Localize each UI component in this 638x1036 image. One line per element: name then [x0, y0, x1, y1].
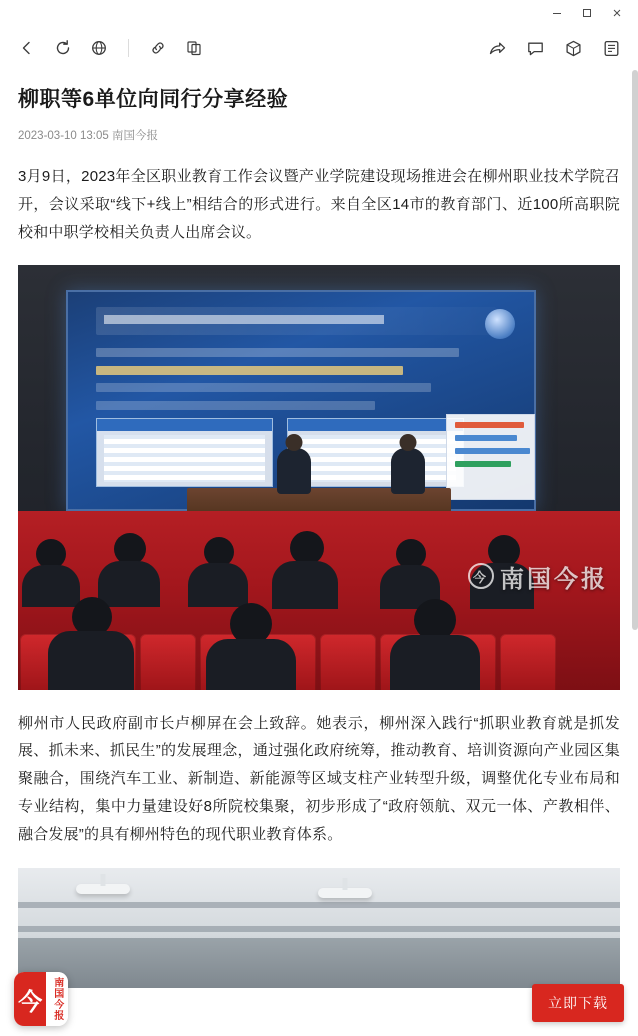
attendee-head — [290, 531, 324, 565]
comment-icon[interactable] — [524, 37, 546, 59]
callout-line-3 — [455, 448, 529, 454]
download-button[interactable]: 立即下载 — [532, 984, 624, 1022]
publish-date: 2023-03-10 13:05 — [18, 130, 109, 143]
workshop-photo[interactable] — [18, 868, 620, 988]
slide-logo-icon — [485, 309, 515, 339]
link-icon[interactable] — [147, 37, 169, 59]
attendee-shoulder — [272, 561, 338, 609]
attendee-shoulder — [98, 561, 160, 607]
app-logo-side: 南国今报 — [46, 972, 68, 1026]
minimize-button[interactable] — [542, 1, 572, 25]
scrollbar-thumb[interactable] — [632, 70, 638, 630]
title-bar — [0, 0, 638, 26]
report-icon[interactable] — [600, 37, 622, 59]
ceiling-beam — [18, 926, 620, 932]
callout-line-4 — [455, 461, 510, 467]
slide-table-right-rows — [295, 435, 456, 482]
slide-line-2 — [96, 366, 403, 375]
globe-icon[interactable] — [88, 37, 110, 59]
attendee-shoulder — [22, 565, 80, 607]
conference-photo[interactable] — [18, 265, 620, 690]
slide-callout — [446, 414, 534, 501]
page-title: 柳职等6单位向同行分享经验 — [18, 88, 289, 111]
toolbar-divider — [128, 39, 129, 57]
attendee-shoulder — [48, 631, 134, 690]
share-icon[interactable] — [486, 37, 508, 59]
refresh-icon[interactable] — [52, 37, 74, 59]
attendee-shoulder — [390, 635, 480, 690]
close-button[interactable] — [602, 1, 632, 25]
slide-table-left-rows — [104, 435, 265, 482]
maximize-button[interactable] — [572, 1, 602, 25]
toolbar-right-group — [486, 37, 622, 59]
seat — [320, 634, 376, 690]
article-content[interactable] — [0, 70, 638, 1036]
slide-title-bar — [96, 307, 496, 335]
slide-table-right — [287, 418, 464, 487]
speaker-2 — [391, 448, 425, 494]
workshop-wall — [18, 938, 620, 988]
app-logo-main: 今 — [14, 972, 46, 1026]
toolbar — [0, 26, 638, 70]
app-logo-badge[interactable] — [14, 972, 68, 1026]
publish-source: 南国今报 — [112, 130, 159, 143]
back-icon[interactable] — [16, 37, 38, 59]
slide-line-4 — [96, 401, 375, 410]
attendee-shoulder — [188, 563, 248, 607]
speaker-1 — [277, 448, 311, 494]
callout-line-2 — [455, 435, 517, 441]
ceiling-beam — [18, 902, 620, 908]
slide-line-3 — [96, 383, 431, 392]
slide-line-1 — [96, 348, 459, 357]
slide-table-left — [96, 418, 273, 487]
ceiling-fan-icon — [76, 884, 130, 894]
copy-page-icon[interactable] — [183, 37, 205, 59]
watermark-text: 南国今报 — [500, 565, 608, 593]
seat — [500, 634, 556, 690]
article-meta — [18, 127, 620, 143]
paragraph-2: 柳州市人民政府副市长卢柳屏在会上致辞。她表示，柳州深入践行“抓职业教育就是抓发展、抓未来、抓民生”的发展理念，通过强化政府统筹，推动教育、培训资源向产业园区集聚融合，围绕汽车工业、新制造、新能源等区域支柱产业转型升级，调整优化专业布局和专业结构，集中力量建设好8所院校集聚，初步形成了“政府领航、双元一体、产教相伴、融合发展”的具有柳州特色的现代职业教育体系。 — [18, 714, 620, 843]
box-icon[interactable] — [562, 37, 584, 59]
callout-line-1 — [455, 422, 524, 428]
toolbar-left-group — [16, 37, 205, 59]
seat — [140, 634, 196, 690]
attendee-shoulder — [206, 639, 296, 690]
paragraph-1: 3月9日，2023年全区职业教育工作会议暨产业学院建设现场推进会在柳州职业技术学院召开，会议采取“线下+线上”相结合的形式进行。来自全区14市的教育部门、近100所高职院校和中职学校相关负责人出席会议。 — [18, 168, 620, 241]
audience-area — [18, 511, 620, 690]
photo-watermark — [468, 559, 608, 594]
watermark-logo-icon: 今 — [468, 563, 494, 589]
ceiling-fan-icon — [318, 888, 372, 898]
vertical-scrollbar[interactable] — [632, 70, 638, 1036]
